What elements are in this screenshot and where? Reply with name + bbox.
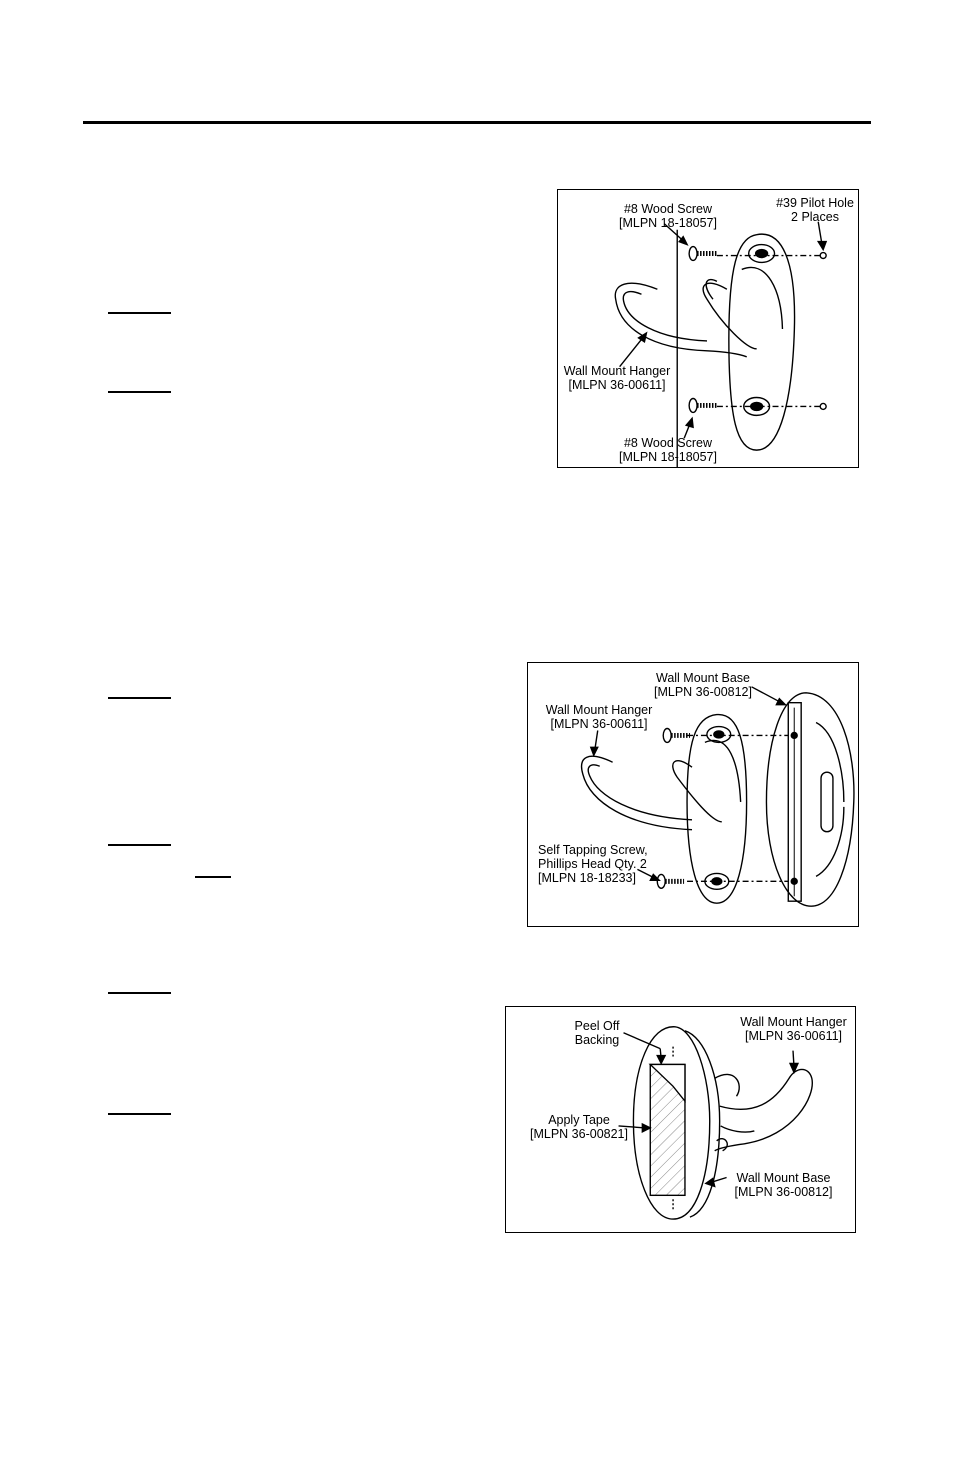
label-line: Wall Mount Hanger: [563, 364, 671, 378]
step-underline: [108, 1113, 171, 1115]
label-line: Wall Mount Hanger: [740, 1015, 847, 1029]
figure-tape-mount: [505, 1006, 856, 1233]
label-line: Wall Mount Base: [736, 1171, 831, 1185]
label-wall-mount-hanger: [562, 364, 672, 392]
label-wall-mount-base: [648, 671, 758, 699]
label-line: #39 Pilot Hole: [776, 196, 854, 210]
figure-wood-screw-mount: [557, 189, 859, 468]
label-pilot-hole: [770, 196, 859, 224]
label-line: Apply Tape: [548, 1113, 610, 1127]
step-underline: [108, 844, 171, 846]
label-wall-mount-hanger: [544, 703, 654, 731]
label-line: #8 Wood Screw: [623, 202, 712, 216]
step-underline: [108, 697, 171, 699]
label-line: [MLPN 18-18057]: [619, 216, 717, 230]
label-line: [MLPN 36-00821]: [530, 1127, 628, 1141]
label-line: Backing: [574, 1033, 620, 1047]
hanger-wall-mount-illustration: [558, 190, 858, 467]
label-wall-mount-hanger: [736, 1015, 851, 1043]
label-wood-screw-bottom: [618, 436, 718, 464]
label-self-tapping-screw: [538, 843, 658, 885]
label-peel-off-backing: [562, 1019, 632, 1047]
label-wall-mount-base: [726, 1171, 841, 1199]
label-line: [MLPN 36-00611]: [568, 378, 666, 392]
label-line: [MLPN 36-00611]: [550, 717, 648, 731]
label-line: Phillips Head Qty. 2: [538, 857, 647, 871]
figure-self-tapping-mount: [527, 662, 859, 927]
header-rule: [83, 121, 871, 124]
label-line: Peel Off: [574, 1019, 620, 1033]
label-apply-tape: [524, 1113, 634, 1141]
step-underline: [108, 391, 171, 393]
label-line: [MLPN 36-00812]: [734, 1185, 833, 1199]
label-line: #8 Wood Screw: [623, 436, 712, 450]
label-line: [MLPN 18-18233]: [538, 871, 636, 885]
step-underline: [195, 876, 231, 878]
label-line: Self Tapping Screw,: [538, 843, 648, 857]
label-line: 2 Places: [791, 210, 839, 224]
label-line: Wall Mount Hanger: [545, 703, 653, 717]
step-underline: [108, 992, 171, 994]
label-line: [MLPN 18-18057]: [619, 450, 717, 464]
label-wood-screw-top: [618, 202, 718, 230]
label-line: [MLPN 36-00812]: [654, 685, 752, 699]
label-line: Wall Mount Base: [655, 671, 751, 685]
label-line: [MLPN 36-00611]: [744, 1029, 843, 1043]
step-underline: [108, 312, 171, 314]
